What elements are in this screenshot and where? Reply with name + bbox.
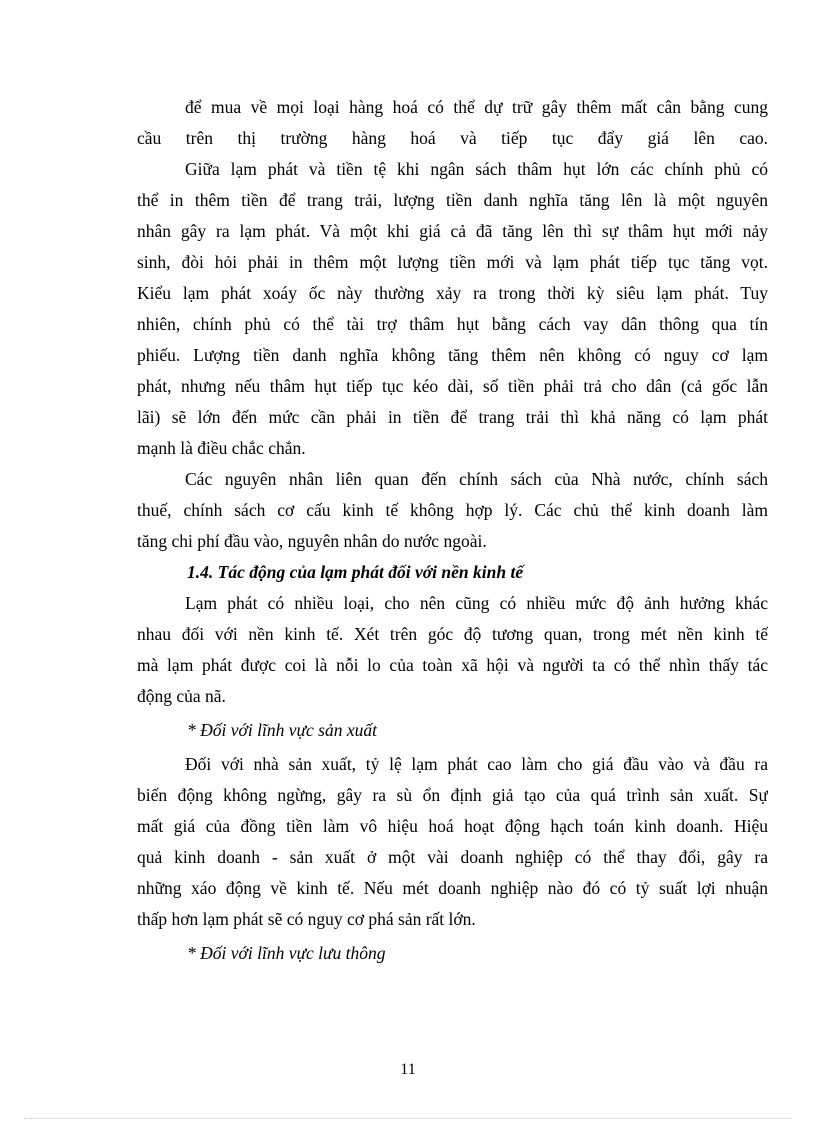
text-line: động của nã. <box>137 686 226 706</box>
subheading-circulation: * Đối với lĩnh vực lưu thông <box>187 943 386 963</box>
text-line: mạnh là điều chắc chắn. <box>137 438 306 458</box>
text-line: quả kinh doanh - sản xuất ở một vài doanh nghiệp có thể thay đổi, gây ra <box>137 847 768 867</box>
text-line: thể in thêm tiền để trang trải, lượng tiền danh nghĩa tăng lên là một nguyên <box>137 190 768 210</box>
text-line: nhân gây ra lạm phát. Và một khi giá cả đã tăng lên thì sự thâm hụt mới nảy <box>137 221 768 241</box>
text-line: thuế, chính sách cơ cấu kinh tế không hợp lý. Các chủ thể kinh doanh làm <box>137 500 768 520</box>
subheading-production: * Đối với lĩnh vực sản xuất <box>187 720 377 740</box>
paragraph-policy-causes <box>137 464 768 557</box>
paragraph-production <box>137 749 768 935</box>
text-line: để mua về mọi loại hàng hoá có thể dự trữ gây thêm mất cân bằng cung <box>185 97 768 117</box>
section-heading: 1.4. Tác động của lạm phát đối với nền kinh tế <box>187 562 524 582</box>
text-line: những xáo động về kinh tế. Nếu mét doanh nghiệp nào đó có tỷ suất lợi nhuận <box>137 878 768 898</box>
text-line: phát, nhưng nếu thâm hụt tiếp tục kéo dài, số tiền phải trả cho dân (cả gốc lẫn <box>137 376 768 396</box>
page-bottom-divider <box>24 1118 792 1119</box>
text-line: nhau đối với nền kinh tế. Xét trên góc độ tương quan, trong mét nền kinh tế <box>137 624 768 644</box>
text-line: mà lạm phát được coi là nỗi lo của toàn xã hội và người ta có thể nhìn thấy tác <box>137 655 768 675</box>
document-body <box>137 92 768 969</box>
text-line: cầu trên thị trường hàng hoá và tiếp tục đẩy giá lên cao. <box>137 128 768 148</box>
text-line: mất giá của đồng tiền làm vô hiệu hoá hoạt động hạch toán kinh doanh. Hiệu <box>137 816 768 836</box>
text-line: Đối với nhà sản xuất, tỷ lệ lạm phát cao làm cho giá đầu vào và đầu ra <box>185 754 768 774</box>
text-line: Lạm phát có nhiều loại, cho nên cũng có nhiều mức độ ảnh hưởng khác <box>185 593 768 613</box>
text-line: Kiểu lạm phát xoáy ốc này thường xảy ra trong thời kỳ siêu lạm phát. Tuy <box>137 283 768 303</box>
text-line: lãi) sẽ lớn đến mức cần phải in tiền để trang trải thì khả năng có lạm phát <box>137 407 768 427</box>
text-line: phiếu. Lượng tiền danh nghĩa không tăng thêm nên không có nguy cơ lạm <box>137 345 768 365</box>
page-number: 11 <box>400 1061 416 1078</box>
text-line: nhiên, chính phủ có thể tài trợ thâm hụt bằng cách vay dân thông qua tín <box>137 314 768 334</box>
text-line: biến động không ngừng, gây ra sù ổn định giả tạo của quá trình sản xuất. Sự <box>137 785 768 805</box>
text-line: tăng chi phí đầu vào, nguyên nhân do nước ngoài. <box>137 531 487 551</box>
paragraph-inflation-impact <box>137 588 768 712</box>
text-line: thấp hơn lạm phát sẽ có nguy cơ phá sản rất lớn. <box>137 909 476 929</box>
paragraph-continuation <box>137 92 768 154</box>
text-line: Giữa lạm phát và tiền tệ khi ngân sách thâm hụt lớn các chính phủ có <box>185 159 768 179</box>
paragraph-money-inflation <box>137 154 768 464</box>
text-line: Các nguyên nhân liên quan đến chính sách của Nhà nước, chính sách <box>185 469 768 489</box>
text-line: sinh, đòi hỏi phải in thêm một lượng tiền mới và lạm phát tiếp tục tăng vọt. <box>137 252 768 272</box>
